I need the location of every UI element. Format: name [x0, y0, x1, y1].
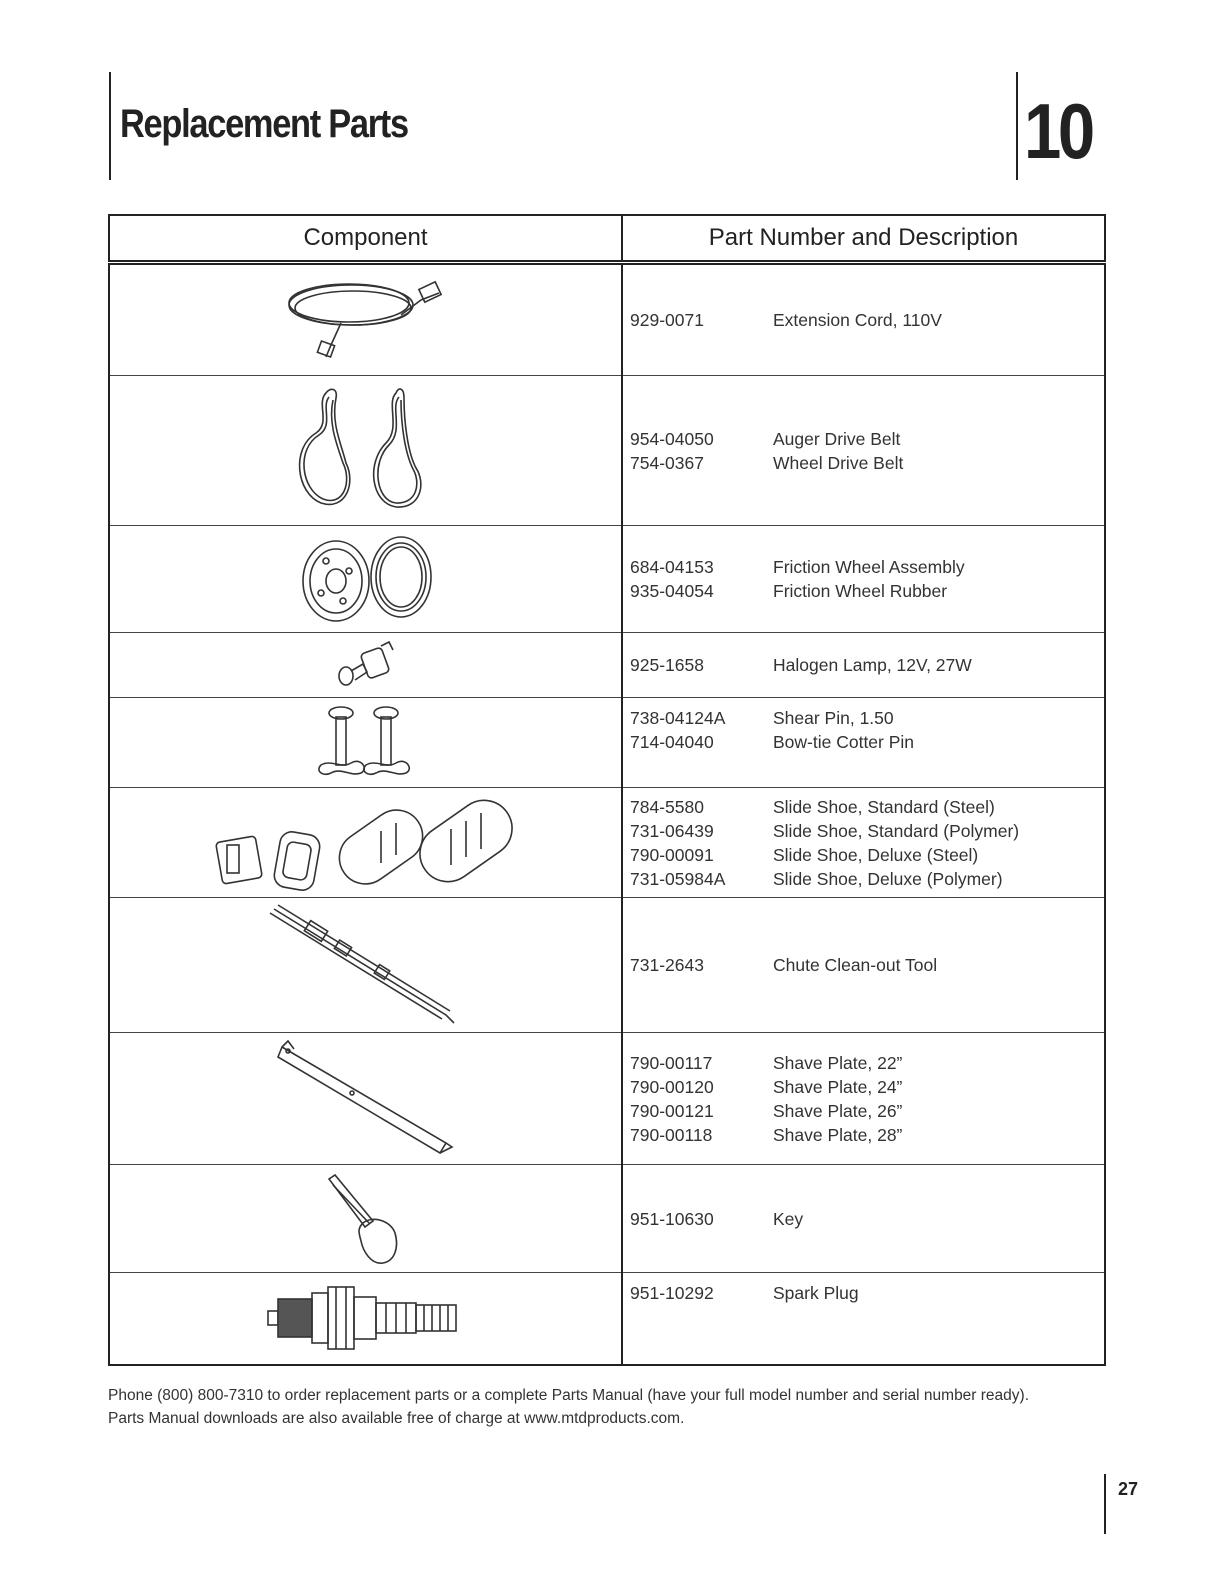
part-line [630, 1051, 1104, 1075]
part-number: 684-04153 [630, 557, 714, 577]
part-line [630, 953, 1104, 977]
page-number: 27 [1118, 1479, 1139, 1499]
part-description: Key [773, 1208, 804, 1229]
part-line [630, 1123, 1104, 1147]
table-row [109, 1165, 1105, 1273]
part-line [630, 653, 1104, 677]
part-line [630, 555, 1104, 579]
part-line [630, 1281, 1104, 1305]
part-number: 731-05984A [630, 868, 726, 889]
component-cell [109, 698, 622, 788]
part-number: 929-0071 [630, 310, 704, 330]
shear-pin-icon [311, 703, 421, 783]
part-cell [622, 1273, 1105, 1365]
friction-wheel-icon [291, 531, 441, 627]
component-cell [109, 788, 622, 898]
component-cell [109, 526, 622, 633]
table-row [109, 788, 1105, 898]
part-description: Slide Shoe, Deluxe (Polymer) [773, 868, 1003, 889]
part-line [630, 843, 1104, 867]
part-line [630, 451, 1104, 475]
part-cell [622, 1165, 1105, 1273]
part-number: 784-5580 [630, 796, 704, 817]
component-cell [109, 633, 622, 698]
table-row [109, 898, 1105, 1033]
component-cell [109, 898, 622, 1033]
part-cell [622, 376, 1105, 526]
part-line [630, 579, 1104, 603]
component-cell [109, 1165, 622, 1273]
part-cell [622, 898, 1105, 1033]
part-number: 790-00117 [630, 1052, 713, 1073]
table-row [109, 526, 1105, 633]
part-line [630, 1099, 1104, 1123]
part-number: 754-0367 [630, 452, 704, 473]
spark-plug-icon [266, 1283, 466, 1353]
part-cell [622, 698, 1105, 788]
header-component: Component [109, 215, 622, 263]
clean-out-tool-icon [266, 903, 466, 1027]
chapter-rule [1016, 72, 1018, 180]
part-cell [622, 526, 1105, 633]
ignition-key-icon [321, 1171, 411, 1267]
part-cell [622, 788, 1105, 898]
part-number: 731-06439 [630, 820, 714, 841]
part-line [630, 1075, 1104, 1099]
part-description: Wheel Drive Belt [773, 452, 904, 473]
parts-table [108, 214, 1106, 1366]
part-description: Chute Clean-out Tool [773, 955, 938, 975]
halogen-lamp-icon [331, 638, 401, 692]
part-line [630, 1207, 1104, 1231]
part-description: Shave Plate, 22” [773, 1052, 903, 1073]
part-line [630, 308, 1104, 332]
table-row [109, 633, 1105, 698]
part-description: Friction Wheel Rubber [773, 581, 948, 601]
part-cell [622, 633, 1105, 698]
component-cell [109, 376, 622, 526]
footer-line-downloads: Parts Manual downloads are also available free of charge at www.mtdproducts.com. [108, 1410, 685, 1427]
part-number: 951-10630 [630, 1208, 714, 1229]
shave-plate-icon [276, 1039, 456, 1159]
part-number: 790-00121 [630, 1100, 714, 1121]
slide-shoe-icon [211, 793, 521, 893]
part-number: 790-00118 [630, 1124, 713, 1145]
part-line [630, 819, 1104, 843]
page-title: Replacement Parts [120, 102, 408, 146]
part-number: 935-04054 [630, 581, 714, 601]
part-line [630, 706, 1104, 730]
part-description: Bow-tie Cotter Pin [773, 732, 915, 752]
part-description: Halogen Lamp, 12V, 27W [773, 655, 972, 675]
part-number: 951-10292 [630, 1283, 714, 1303]
part-line [630, 795, 1104, 819]
table-row [109, 263, 1105, 376]
part-cell [622, 263, 1105, 376]
component-cell [109, 263, 622, 376]
part-number: 731-2643 [630, 955, 704, 975]
part-description: Friction Wheel Assembly [773, 557, 965, 577]
table-row [109, 376, 1105, 526]
part-number: 738-04124A [630, 708, 726, 728]
part-description: Shave Plate, 26” [773, 1100, 903, 1121]
part-description: Slide Shoe, Deluxe (Steel) [773, 844, 979, 865]
part-description: Slide Shoe, Standard (Polymer) [773, 820, 1020, 841]
part-description: Auger Drive Belt [773, 428, 901, 449]
header-part-number: Part Number and Description [622, 215, 1105, 263]
part-number: 790-00091 [630, 844, 714, 865]
part-number: 714-04040 [630, 732, 714, 752]
title-rule [109, 72, 111, 180]
page-number-rule [1104, 1474, 1106, 1534]
component-cell [109, 1273, 622, 1365]
part-description: Shave Plate, 28” [773, 1124, 903, 1145]
part-description: Shear Pin, 1.50 [773, 708, 894, 728]
part-description: Extension Cord, 110V [773, 310, 942, 330]
chapter-number: 10 [1024, 87, 1092, 175]
part-number: 954-04050 [630, 428, 714, 449]
table-row [109, 1273, 1105, 1365]
footer-line-phone: Phone (800) 800-7310 to order replacement parts or a complete Parts Manual (have your full model number and serial number ready). [108, 1387, 1030, 1404]
part-line [630, 730, 1104, 754]
drive-belt-icon [286, 383, 446, 519]
component-cell [109, 1033, 622, 1165]
part-line [630, 867, 1104, 891]
part-number: 790-00120 [630, 1076, 714, 1097]
table-row [109, 698, 1105, 788]
part-line [630, 427, 1104, 451]
footer-note [108, 1384, 1118, 1430]
table-row [109, 1033, 1105, 1165]
extension-cord-icon [281, 275, 451, 365]
table-header-row [109, 215, 1105, 263]
part-cell [622, 1033, 1105, 1165]
part-description: Slide Shoe, Standard (Steel) [773, 796, 995, 817]
part-description: Shave Plate, 24” [773, 1076, 903, 1097]
part-description: Spark Plug [773, 1283, 859, 1303]
part-number: 925-1658 [630, 655, 704, 675]
